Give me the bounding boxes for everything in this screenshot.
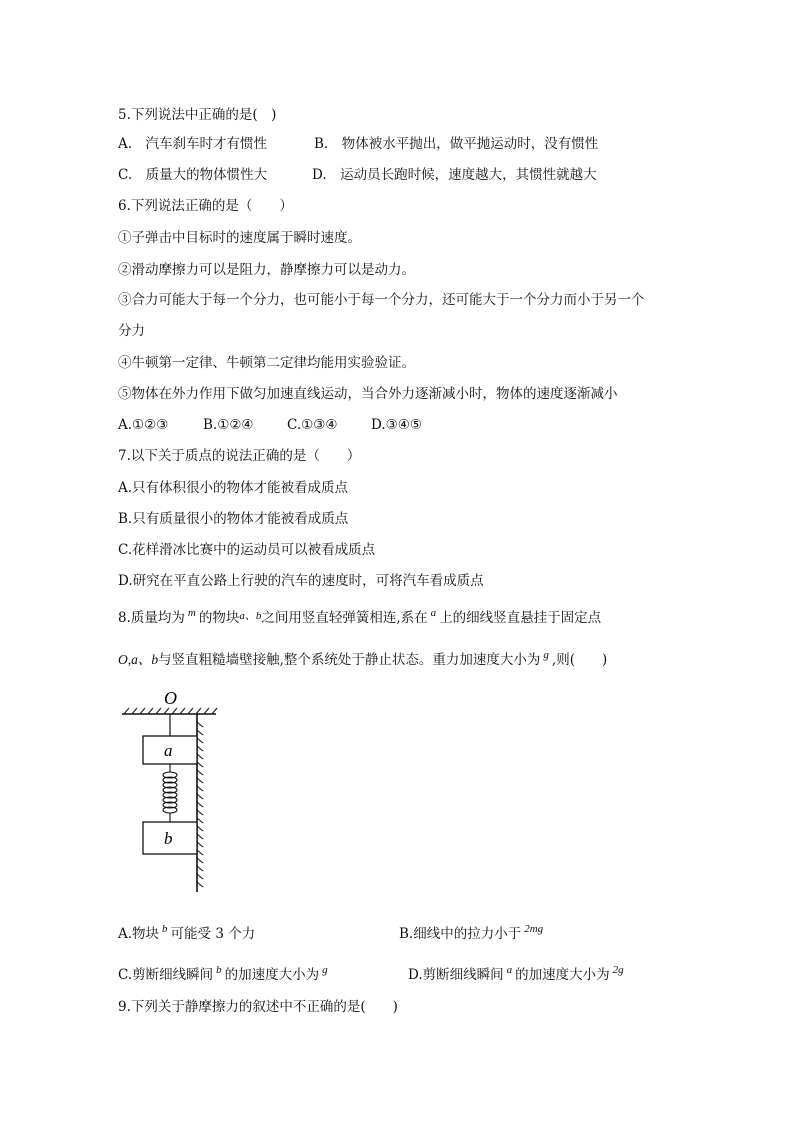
q8-option-b-symbol: 2mg bbox=[524, 923, 544, 935]
q8-option-c-symbol2: g bbox=[322, 964, 328, 976]
q8-stem-part6: ,则( ) bbox=[551, 652, 608, 668]
q8-option-a-part2: 可能受 3 个力 bbox=[170, 926, 256, 942]
q8-option-c-symbol: b bbox=[216, 964, 222, 976]
q8-option-d-part1: D.剪断细线瞬间 bbox=[408, 967, 504, 983]
q8-option-a-part1: A.物块 bbox=[118, 926, 160, 942]
q8-stem-part2: 的物块 bbox=[198, 610, 240, 626]
q6-statement-2: ②滑动摩擦力可以是阻力，静摩擦力可以是动力。 bbox=[118, 262, 415, 278]
q8-option-d-part2: 的加速度大小为 bbox=[515, 967, 610, 983]
q8-option-d bbox=[408, 966, 627, 985]
q8-option-b-part1: B.细线中的拉力小于 bbox=[399, 926, 522, 942]
ceiling-hatch bbox=[124, 708, 217, 714]
point-o-label: O bbox=[164, 688, 177, 708]
q6-option-b: B.①②④ bbox=[203, 417, 254, 433]
q8-stem-line1 bbox=[118, 609, 601, 628]
wall-hatch bbox=[197, 722, 203, 887]
q8-symbol-oab: O,a、b bbox=[118, 652, 159, 667]
q6-stem: 6.下列说法正确的是（ ） bbox=[118, 198, 293, 214]
q5-stem: 5.下列说法中正确的是( ) bbox=[118, 107, 277, 123]
q6-statement-3: ③合力可能大于每一个分力，也可能小于每一个分力，还可能大于一个分力而小于另一个 bbox=[118, 292, 645, 308]
q8-figure bbox=[118, 684, 218, 896]
q7-stem: 7.以下关于质点的说法正确的是（ ） bbox=[118, 448, 361, 464]
q6-statement-3-cont: 分力 bbox=[118, 323, 145, 339]
q8-symbol-m: m bbox=[187, 607, 196, 619]
q8-stem-line2 bbox=[118, 651, 607, 670]
spring bbox=[163, 764, 177, 822]
q8-stem-part5: 与竖直粗糙墙壁接触,整个系统处于静止状态。重力加速度大小为 bbox=[158, 652, 541, 668]
block-b-label: b bbox=[164, 829, 173, 848]
q8-option-b bbox=[399, 925, 546, 944]
q6-option-c: C.①③④ bbox=[287, 417, 338, 433]
q8-option-c-part2: 的加速度大小为 bbox=[224, 967, 320, 983]
q8-option-c bbox=[118, 966, 331, 985]
q8-symbol-a: a bbox=[430, 607, 437, 619]
q8-option-d-symbol2: 2g bbox=[612, 964, 624, 976]
q7-option-d: D.研究在平直公路上行驶的汽车的速度时，可将汽车看成质点 bbox=[118, 573, 484, 589]
q8-symbol-g: g bbox=[543, 649, 549, 661]
q5-option-c: C. 质量大的物体惯性大 bbox=[118, 167, 268, 183]
q6-statement-4: ④牛顿第一定律、牛顿第二定律均能用实验验证。 bbox=[118, 355, 415, 371]
q8-option-a bbox=[118, 925, 255, 944]
block-a-label: a bbox=[164, 741, 173, 760]
q8-stem-part1: 8.质量均为 bbox=[118, 610, 185, 626]
q7-option-b: B.只有质量很小的物体才能被看成质点 bbox=[118, 511, 349, 527]
q8-option-c-part1: C.剪断细线瞬间 bbox=[118, 967, 214, 983]
q6-option-d: D.③④⑤ bbox=[371, 417, 422, 433]
q8-option-d-symbol: a bbox=[506, 964, 513, 976]
q5-option-b: B. 物体被水平抛出，做平抛运动时，没有惯性 bbox=[314, 136, 599, 152]
q6-statement-1: ①子弹击中目标时的速度属于瞬时速度。 bbox=[118, 230, 361, 246]
q7-option-a: A.只有体积很小的物体才能被看成质点 bbox=[118, 480, 349, 496]
q7-option-c: C.花样滑冰比赛中的运动员可以被看成质点 bbox=[118, 542, 376, 558]
q5-option-a: A. 汽车刹车时才有惯性 bbox=[118, 136, 268, 152]
q8-option-a-symbol: b bbox=[162, 923, 168, 935]
q6-option-a: A.①②③ bbox=[118, 417, 169, 433]
q8-symbol-ab: a、b bbox=[239, 610, 262, 622]
q8-stem-part4: 上的细线竖直悬挂于固定点 bbox=[439, 610, 602, 626]
q8-stem-part3: 之间用竖直轻弹簧相连,系在 bbox=[261, 610, 428, 626]
q9-stem: 9.下列关于静摩擦力的叙述中不正确的是( ) bbox=[118, 999, 398, 1015]
q6-statement-5: ⑤物体在外力作用下做匀加速直线运动，当合外力逐渐减小时，物体的速度逐渐减小 bbox=[118, 386, 618, 402]
q5-option-d: D. 运动员长跑时候，速度越大，其惯性就越大 bbox=[312, 167, 597, 183]
